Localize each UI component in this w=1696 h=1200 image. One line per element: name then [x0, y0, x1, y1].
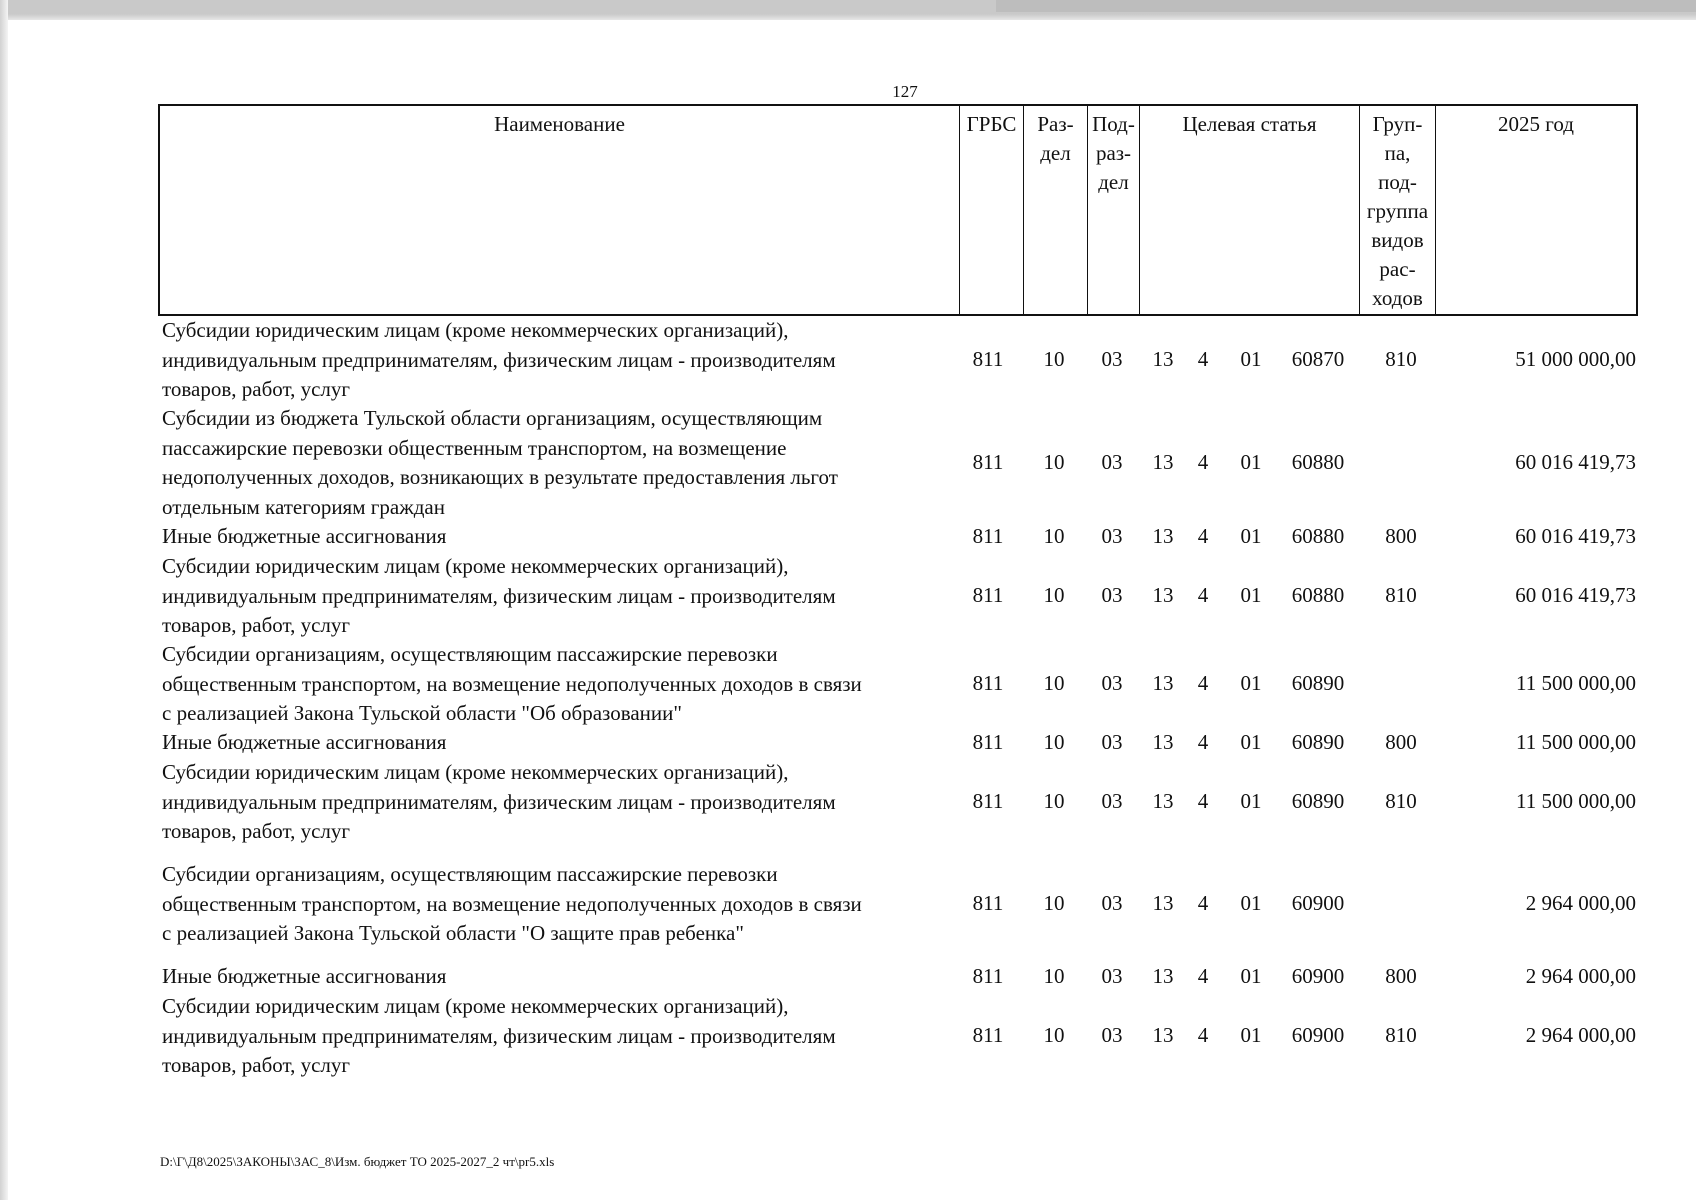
row-target-1: 13: [1152, 347, 1174, 371]
row-group: 810: [1385, 1023, 1417, 1047]
row-grbs: 811: [972, 450, 1004, 474]
row-target-3: 01: [1240, 730, 1262, 754]
row-name: Субсидии из бюджета Тульской области организациям, осуществляющим пассажирские перевозки общественным транспортом, на возмещение недополученных доходов, возникающих в результате предоставления льгот отдельным категориям граждан: [162, 406, 838, 519]
row-sum: 60 016 419,73: [1515, 524, 1636, 548]
row-target-3: 01: [1240, 347, 1262, 371]
table-row: [158, 860, 1638, 962]
header-razdel: [1024, 106, 1088, 314]
row-target-1: 13: [1152, 450, 1174, 474]
header-grbs: [960, 106, 1024, 314]
header-podrazdel-line: раз-: [1095, 141, 1132, 165]
row-target-3: 01: [1240, 583, 1262, 607]
row-razdel: 10: [1043, 964, 1065, 988]
row-target-1: 13: [1152, 789, 1174, 813]
row-target-2: 4: [1197, 450, 1209, 474]
header-podrazdel-line: Под-: [1092, 112, 1135, 136]
row-name: Иные бюджетные ассигнования: [162, 524, 447, 548]
row-podrazdel: 03: [1101, 964, 1123, 988]
header-grbs-label: ГРБС: [966, 112, 1017, 136]
row-sum: 11 500 000,00: [1516, 730, 1636, 754]
row-group: 810: [1385, 583, 1417, 607]
row-razdel: 10: [1043, 891, 1065, 915]
table-row: [158, 758, 1638, 860]
scan-edge-left: [0, 0, 8, 1200]
row-podrazdel: 03: [1101, 524, 1123, 548]
table-row: [158, 552, 1638, 640]
row-razdel: 10: [1043, 583, 1065, 607]
row-name: Субсидии юридическим лицам (кроме некоммерческих организаций), индивидуальным предпринимателям, физическим лицам - производителям товаров, работ, услуг: [162, 760, 836, 843]
row-target-3: 01: [1240, 891, 1262, 915]
row-target-3: 01: [1240, 789, 1262, 813]
header-podrazdel: [1088, 106, 1140, 314]
row-target-1: 13: [1152, 583, 1174, 607]
row-target-3: 01: [1240, 450, 1262, 474]
row-grbs: 811: [972, 671, 1004, 695]
row-target-1: 13: [1152, 730, 1174, 754]
row-target-4: 60880: [1291, 524, 1345, 548]
row-target-1: 13: [1152, 1023, 1174, 1047]
row-target-3: 01: [1240, 524, 1262, 548]
row-target-2: 4: [1197, 524, 1209, 548]
row-sum: 2 964 000,00: [1525, 891, 1636, 915]
row-name: Субсидии организациям, осуществляющим пассажирские перевозки общественным транспортом, на возмещение недополученных доходов в связи с реализацией Закона Тульской области "Об образовании": [162, 642, 862, 725]
header-group-line: под-: [1378, 170, 1417, 194]
row-target-3: 01: [1240, 1023, 1262, 1047]
row-group: 800: [1385, 730, 1417, 754]
page-number: 127: [892, 82, 918, 101]
row-grbs: 811: [972, 347, 1004, 371]
row-sum: 51 000 000,00: [1515, 347, 1636, 371]
row-target-2: 4: [1197, 730, 1209, 754]
header-name: [160, 106, 960, 314]
row-podrazdel: 03: [1101, 450, 1123, 474]
row-target-4: 60890: [1291, 671, 1345, 695]
row-name: Субсидии юридическим лицам (кроме некоммерческих организаций), индивидуальным предпринимателям, физическим лицам - производителям товаров, работ, услуг: [162, 554, 836, 637]
row-target-1: 13: [1152, 891, 1174, 915]
row-podrazdel: 03: [1101, 671, 1123, 695]
row-sum: 60 016 419,73: [1515, 583, 1636, 607]
header-group-line: ходов: [1372, 286, 1423, 310]
row-sum: 11 500 000,00: [1516, 789, 1636, 813]
header-year-label: 2025 год: [1498, 112, 1574, 136]
row-target-2: 4: [1197, 583, 1209, 607]
row-target-4: 60890: [1291, 789, 1345, 813]
row-group: 810: [1385, 347, 1417, 371]
header-group-line: па,: [1384, 141, 1411, 165]
row-target-1: 13: [1152, 524, 1174, 548]
row-razdel: 10: [1043, 450, 1065, 474]
header-razdel-line: Раз-: [1037, 112, 1074, 136]
header-group: [1360, 106, 1436, 314]
row-name: Иные бюджетные ассигнования: [162, 964, 447, 988]
row-target-3: 01: [1240, 671, 1262, 695]
row-podrazdel: 03: [1101, 891, 1123, 915]
row-grbs: 811: [972, 730, 1004, 754]
row-target-4: 60900: [1291, 1023, 1345, 1047]
row-target-2: 4: [1197, 671, 1209, 695]
row-podrazdel: 03: [1101, 730, 1123, 754]
table-body: [158, 316, 1638, 1080]
table-row: [158, 522, 1638, 552]
row-target-2: 4: [1197, 1023, 1209, 1047]
row-name: Субсидии организациям, осуществляющим пассажирские перевозки общественным транспортом, на возмещение недополученных доходов в связи с реализацией Закона Тульской области "О защите прав ребенка": [162, 862, 862, 945]
row-target-2: 4: [1197, 347, 1209, 371]
row-group: 800: [1385, 964, 1417, 988]
header-group-line: рас-: [1379, 257, 1416, 281]
row-grbs: 811: [972, 524, 1004, 548]
row-razdel: 10: [1043, 524, 1065, 548]
row-target-1: 13: [1152, 671, 1174, 695]
row-razdel: 10: [1043, 789, 1065, 813]
table-header: [158, 104, 1638, 316]
row-target-1: 13: [1152, 964, 1174, 988]
row-grbs: 811: [972, 583, 1004, 607]
row-grbs: 811: [972, 964, 1004, 988]
row-target-4: 60880: [1291, 583, 1345, 607]
header-razdel-line: дел: [1040, 141, 1071, 165]
header-podrazdel-line: дел: [1098, 170, 1129, 194]
row-target-4: 60900: [1291, 964, 1345, 988]
row-target-2: 4: [1197, 789, 1209, 813]
row-sum: 2 964 000,00: [1525, 1023, 1636, 1047]
row-sum: 2 964 000,00: [1525, 964, 1636, 988]
row-target-2: 4: [1197, 964, 1209, 988]
row-razdel: 10: [1043, 730, 1065, 754]
row-group: 800: [1385, 524, 1417, 548]
file-path-footer: D:\Г\Д8\2025\ЗАКОНЫ\ЗАС_8\Изм. бюджет ТО 2025-2027_2 чт\pr5.xls: [160, 1154, 555, 1169]
row-target-4: 60870: [1291, 347, 1345, 371]
row-razdel: 10: [1043, 1023, 1065, 1047]
row-target-4: 60880: [1291, 450, 1345, 474]
header-year: [1436, 106, 1636, 314]
row-target-3: 01: [1240, 964, 1262, 988]
row-sum: 11 500 000,00: [1516, 671, 1636, 695]
row-razdel: 10: [1043, 671, 1065, 695]
row-sum: 60 016 419,73: [1515, 450, 1636, 474]
row-podrazdel: 03: [1101, 789, 1123, 813]
row-grbs: 811: [972, 891, 1004, 915]
row-podrazdel: 03: [1101, 583, 1123, 607]
header-group-line: группа: [1366, 199, 1429, 223]
header-target: [1140, 106, 1360, 314]
row-group: 810: [1385, 789, 1417, 813]
row-target-4: 60900: [1291, 891, 1345, 915]
row-name: Субсидии юридическим лицам (кроме некоммерческих организаций), индивидуальным предпринимателям, физическим лицам - производителям товаров, работ, услуг: [162, 318, 836, 401]
row-grbs: 811: [972, 1023, 1004, 1047]
header-group-line: Груп-: [1372, 112, 1423, 136]
row-grbs: 811: [972, 789, 1004, 813]
header-name-label: Наименование: [494, 112, 625, 136]
table-row: [158, 962, 1638, 992]
row-podrazdel: 03: [1101, 347, 1123, 371]
row-podrazdel: 03: [1101, 1023, 1123, 1047]
table-row: [158, 640, 1638, 728]
row-target-2: 4: [1197, 891, 1209, 915]
scan-edge-top-right: [996, 0, 1696, 12]
table-row: [158, 992, 1638, 1080]
row-target-4: 60890: [1291, 730, 1345, 754]
header-target-label: Целевая статья: [1182, 112, 1317, 136]
header-group-line: видов: [1371, 228, 1424, 252]
table-row: [158, 316, 1638, 404]
row-name: Субсидии юридическим лицам (кроме некоммерческих организаций), индивидуальным предпринимателям, физическим лицам - производителям товаров, работ, услуг: [162, 994, 836, 1077]
row-razdel: 10: [1043, 347, 1065, 371]
row-name: Иные бюджетные ассигнования: [162, 730, 447, 754]
table-row: [158, 728, 1638, 758]
table-row: [158, 404, 1638, 522]
